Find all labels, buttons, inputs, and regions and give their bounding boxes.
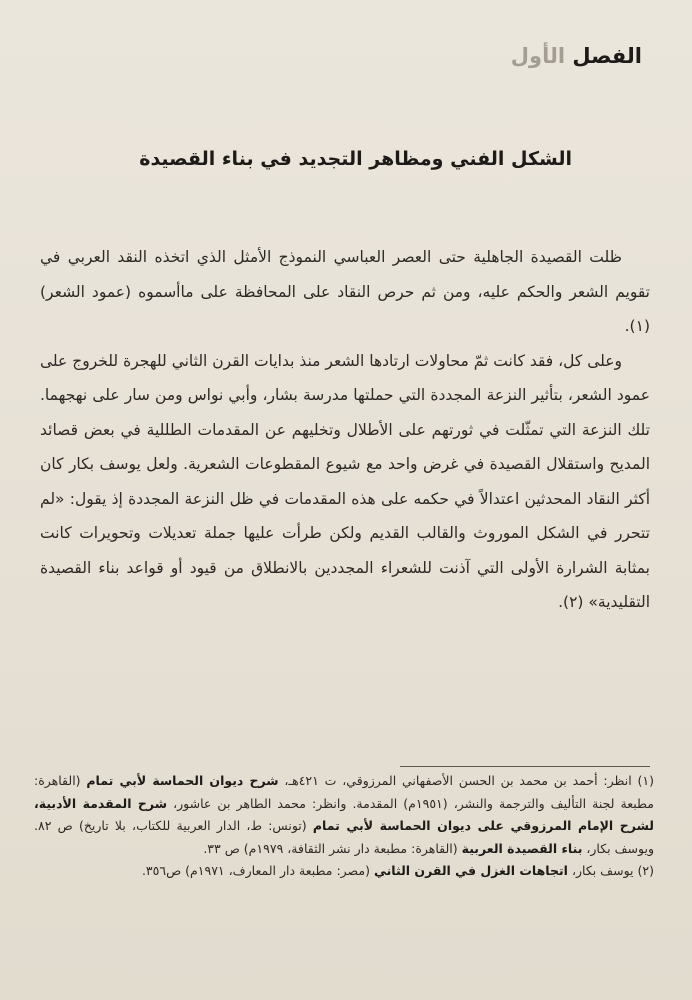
footnote-2 xyxy=(34,860,654,883)
paragraph-2: وعلى كل، فقد كانت ثمّ محاولات ارتادها الشعر منذ بدايات القرن الثاني للهجرة للخروج على عمود الشعر، بتأثير النزعة المجددة التي حملتها مدرسة بشار، وأبي نواس ومن سار على نهجهما. تلك النزعة التي تمثّلت في ثورتهم على الأطلال وتخليهم عن المقدمات الطللية في بعض قصائد المديح واستقلال القصيدة في غرض واحد مع شيوع المقطوعات الشعرية. ولعل يوسف بكار كان أكثر النقاد المحدثين اعتدالاً في حكمه على هذه المقدمات في ظل النزعة المجددة إذ يقول: «لم تتحرر في الشكل الموروث والقالب القديم ولكن طرأت عليها جملة تعديلات وتحويرات كانت بمثابة الشرارة الأولى التي آذنت للشعراء المجددين بالانطلاق من قيود أو قواعد بناء القصيدة التقليدية» (٢). xyxy=(40,351,650,611)
footnote-1 xyxy=(34,770,654,860)
footnote-1-part: (تونس: ط، الدار العربية للكتاب، بلا تاريخ) ص ٨٢. ويوسف بكار، xyxy=(34,818,654,856)
body-text xyxy=(40,240,650,620)
footnote-1-part: (القاهرة: مطبعة لجنة التأليف والترجمة والنشر، (١٩٥١م) المقدمة. وانظر: محمد الطاهر بن عاشور، xyxy=(34,773,655,811)
footnotes xyxy=(34,770,654,883)
footnote-1-book-title: شرح ديوان الحماسة لأبي تمام xyxy=(86,773,279,788)
chapter-label-main: الفصل xyxy=(572,44,642,68)
footnote-2-part: (مصر: مطبعة دار المعارف، ١٩٧١م) ص٣٥٦. xyxy=(141,863,374,878)
chapter-label xyxy=(511,44,642,68)
footnote-1-book-title: شرح المقدمة الأدبية، لشرح الإمام المرزوقي على ديوان الحماسة لأبي تمام xyxy=(34,795,654,833)
footnote-2-part: (٢) يوسف بكار، xyxy=(567,863,654,878)
chapter-label-number: الأول xyxy=(510,44,566,68)
footnote-1-book-title: بناء القصيدة العربية xyxy=(461,840,583,856)
paragraph-1: ظلت القصيدة الجاهلية حتى العصر العباسي النموذج الأمثل الذي اتخذه النقد العربي في تقويم الشعر والحكم عليه، ومن ثم حرص النقاد على المحافظة على ماأسموه (عمود الشعر) (١). xyxy=(40,248,650,335)
section-title: الشكل الفني ومظاهر التجديد في بناء القصيدة xyxy=(139,148,572,170)
footnote-1-part: (القاهرة: مطبعة دار نشر الثقافة، ١٩٧٩م) ص ٣٣. xyxy=(203,840,462,856)
footnote-2-book-title: اتجاهات الغزل في القرن الثاني xyxy=(373,863,568,878)
footnote-separator xyxy=(400,766,650,767)
footnote-1-part: (١) انظر: أحمد بن محمد بن الحسن الأصفهاني المرزوقي، ت ٤٢١هـ، xyxy=(278,773,655,788)
